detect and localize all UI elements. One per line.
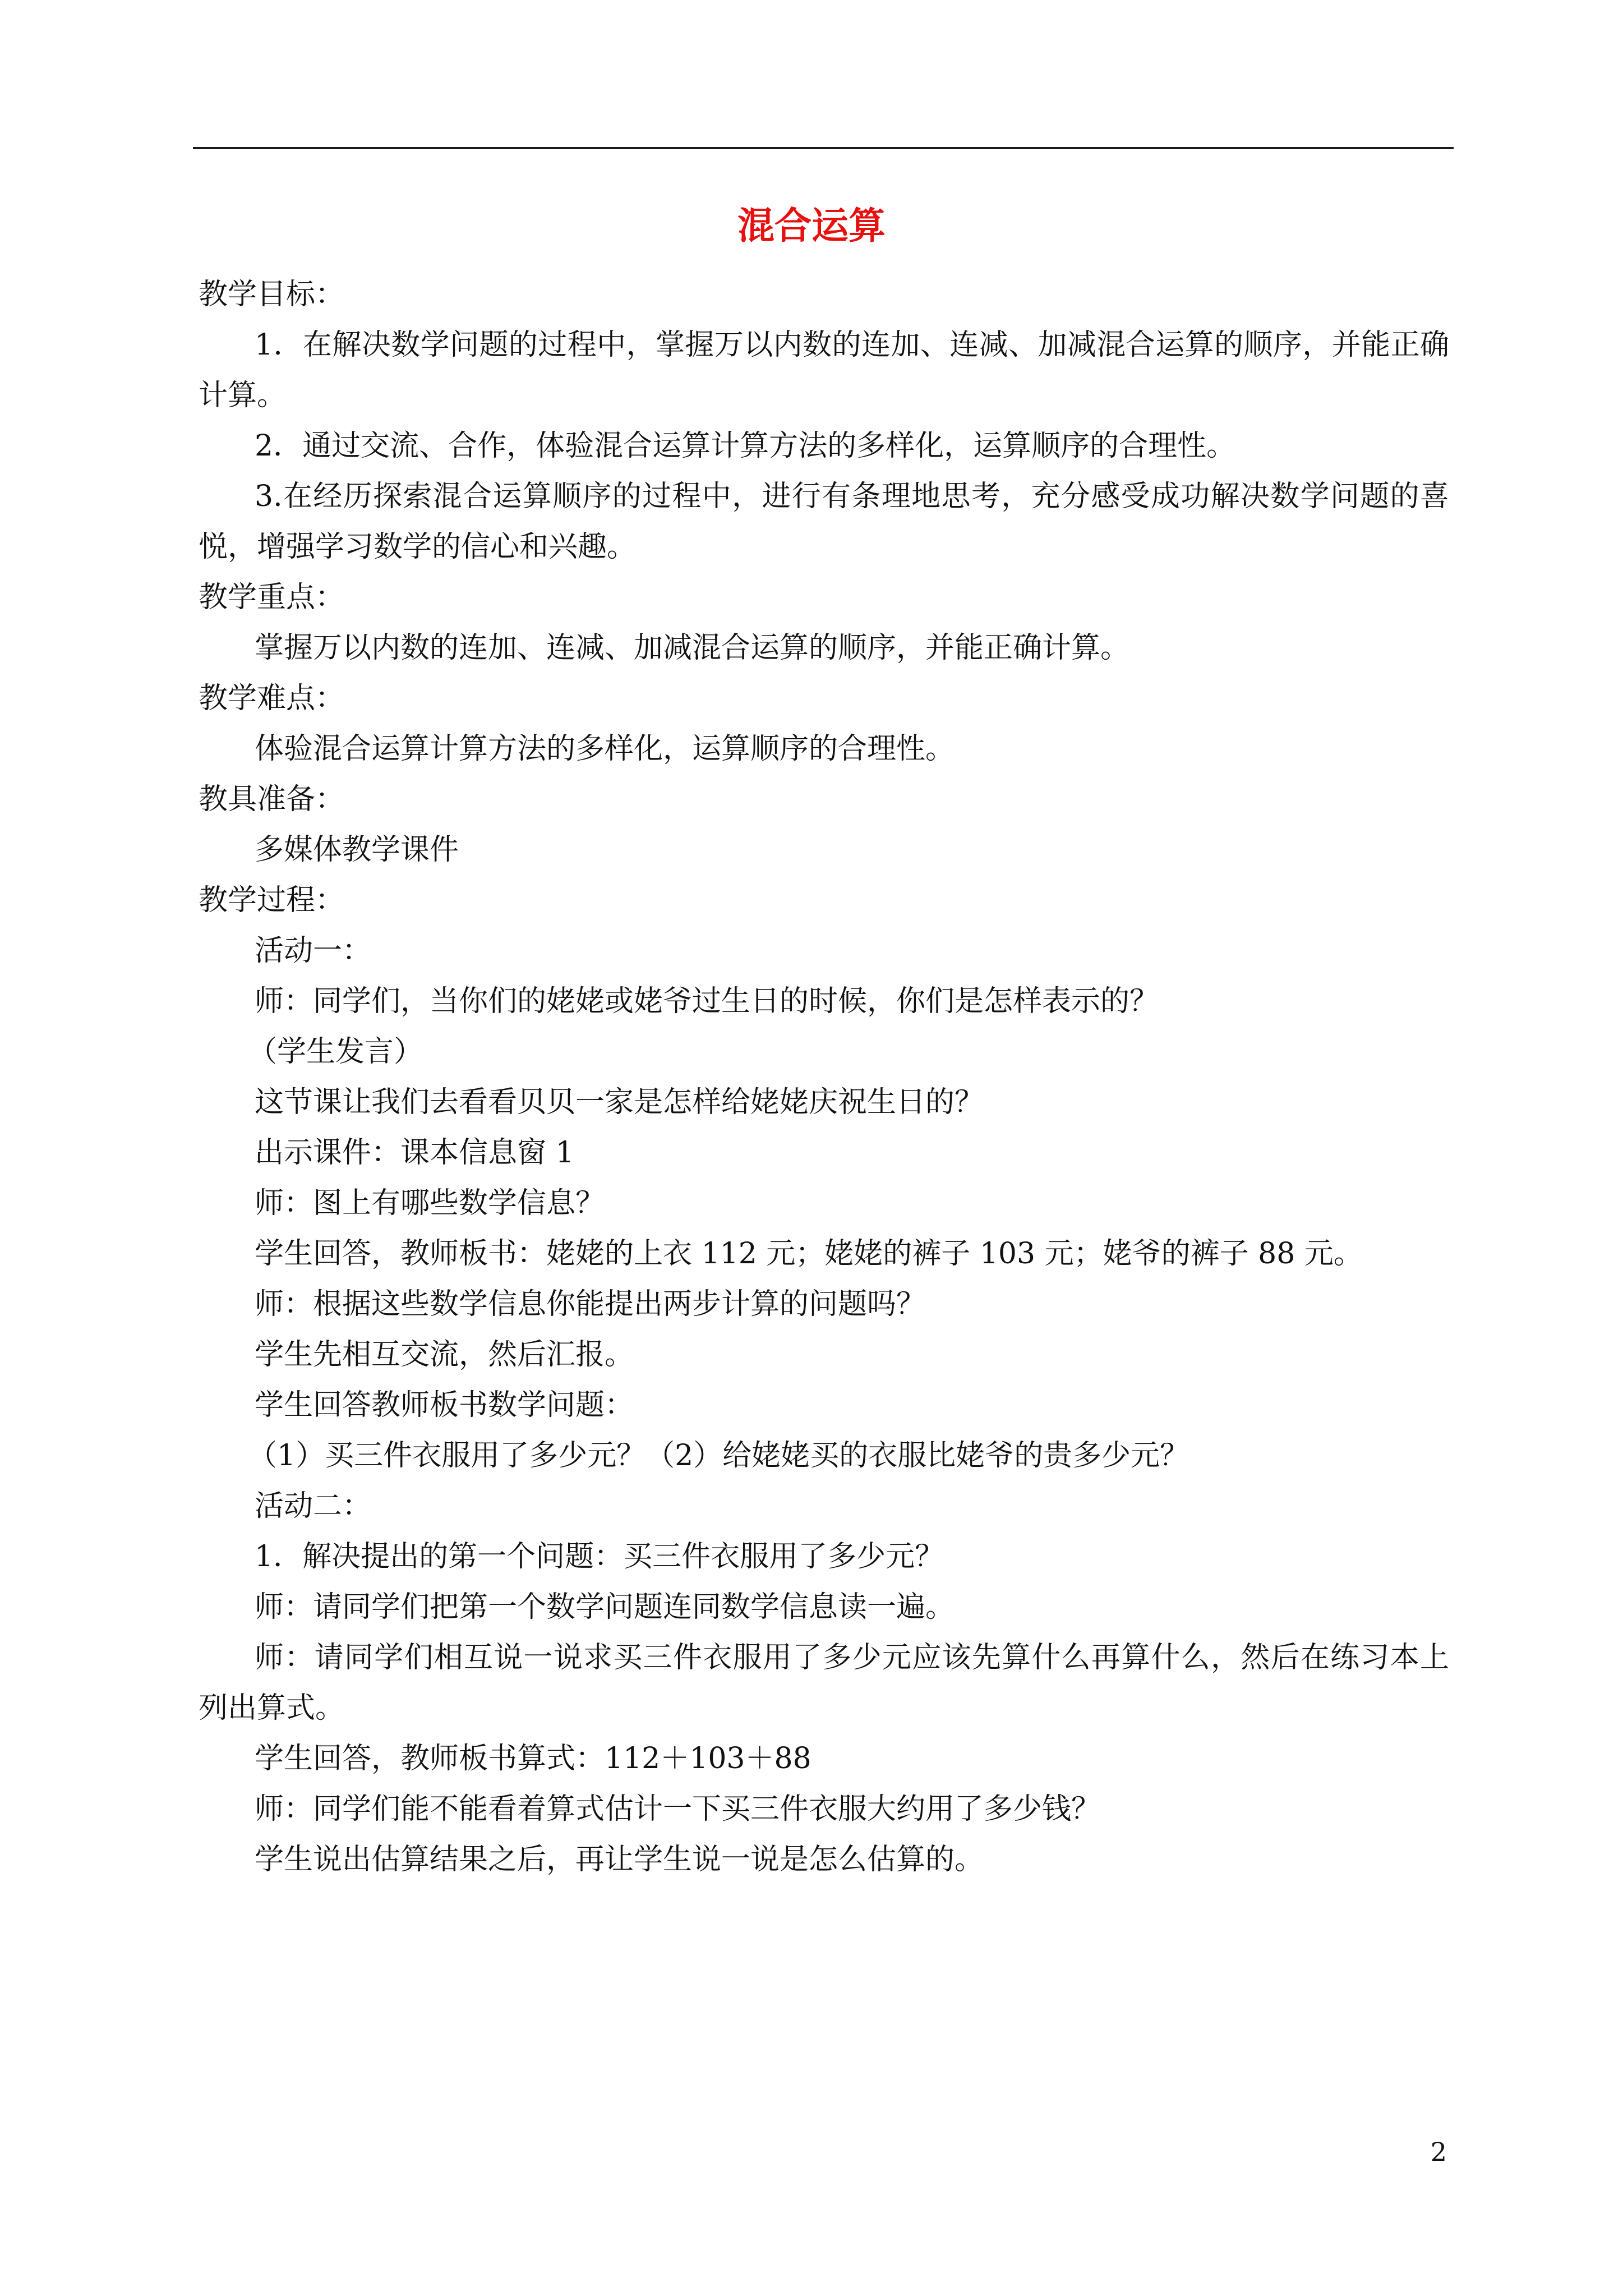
process-heading: 教学过程： <box>199 884 345 917</box>
objectives-heading: 教学目标： <box>199 278 345 311</box>
paragraph: 师：请同学们相互说一说求买三件衣服用了多少元应该先算什么再算什么，然后在练习本上列出算式。 <box>199 1641 1449 1725</box>
document-body <box>199 269 1449 1885</box>
key-points-heading: 教学重点： <box>199 581 345 614</box>
paragraph: （1）买三件衣服用了多少元？（2）给姥姥买的衣服比姥爷的贵多少元？ <box>248 1439 1189 1473</box>
paragraph: 学生回答，教师板书：姥姥的上衣 112 元；姥姥的裤子 103 元；姥爷的裤子 88 元。 <box>255 1237 1363 1271</box>
paragraph: 出示课件：课本信息窗 1 <box>255 1136 574 1170</box>
paragraph: 这节课让我们去看看贝贝一家是怎样给姥姥庆祝生日的？ <box>255 1085 984 1119</box>
objective-2: 2．通过交流、合作，体验混合运算计算方法的多样化，运算顺序的合理性。 <box>255 429 1236 463</box>
activity-1-heading: 活动一： <box>255 934 372 968</box>
paragraph: 学生说出估算结果之后，再让学生说一说是怎么估算的。 <box>255 1843 984 1876</box>
page-title: 混合运算 <box>737 204 886 247</box>
paragraph: 师：图上有哪些数学信息？ <box>255 1186 605 1220</box>
paragraph: 师：同学们，当你们的姥姥或姥爷过生日的时候，你们是怎样表示的？ <box>255 984 1159 1018</box>
paragraph: 师：根据这些数学信息你能提出两步计算的问题吗？ <box>255 1287 926 1321</box>
header-rule <box>193 147 1454 149</box>
paragraph: 1．解决提出的第一个问题：买三件衣服用了多少元？ <box>255 1540 944 1573</box>
objective-1: 1．在解决数学问题的过程中，掌握万以内数的连加、连减、加减混合运算的顺序，并能正确计算。 <box>199 328 1449 412</box>
difficulty-heading: 教学难点： <box>199 682 345 715</box>
activity-2-heading: 活动二： <box>255 1489 372 1523</box>
materials-heading: 教具准备： <box>199 783 345 816</box>
paragraph: 学生回答，教师板书算式：112＋103＋88 <box>255 1742 811 1775</box>
paragraph: （学生发言） <box>248 1035 423 1069</box>
objective-3: 3.在经历探索混合运算顺序的过程中，进行有条理地思考，充分感受成功解决数学问题的喜悦，增强学习数学的信心和兴趣。 <box>199 480 1449 564</box>
paragraph: 学生先相互交流，然后汇报。 <box>255 1338 634 1372</box>
key-points-text: 掌握万以内数的连加、连减、加减混合运算的顺序，并能正确计算。 <box>255 631 1130 665</box>
page-number: 2 <box>1430 2137 1447 2167</box>
paragraph: 师：同学们能不能看着算式估计一下买三件衣服大约用了多少钱？ <box>255 1792 1101 1826</box>
difficulty-text: 体验混合运算计算方法的多样化，运算顺序的合理性。 <box>255 732 955 766</box>
paragraph: 学生回答教师板书数学问题： <box>255 1388 634 1422</box>
materials-text: 多媒体教学课件 <box>255 833 459 867</box>
paragraph: 师：请同学们把第一个数学问题连同数学信息读一遍。 <box>255 1590 955 1624</box>
